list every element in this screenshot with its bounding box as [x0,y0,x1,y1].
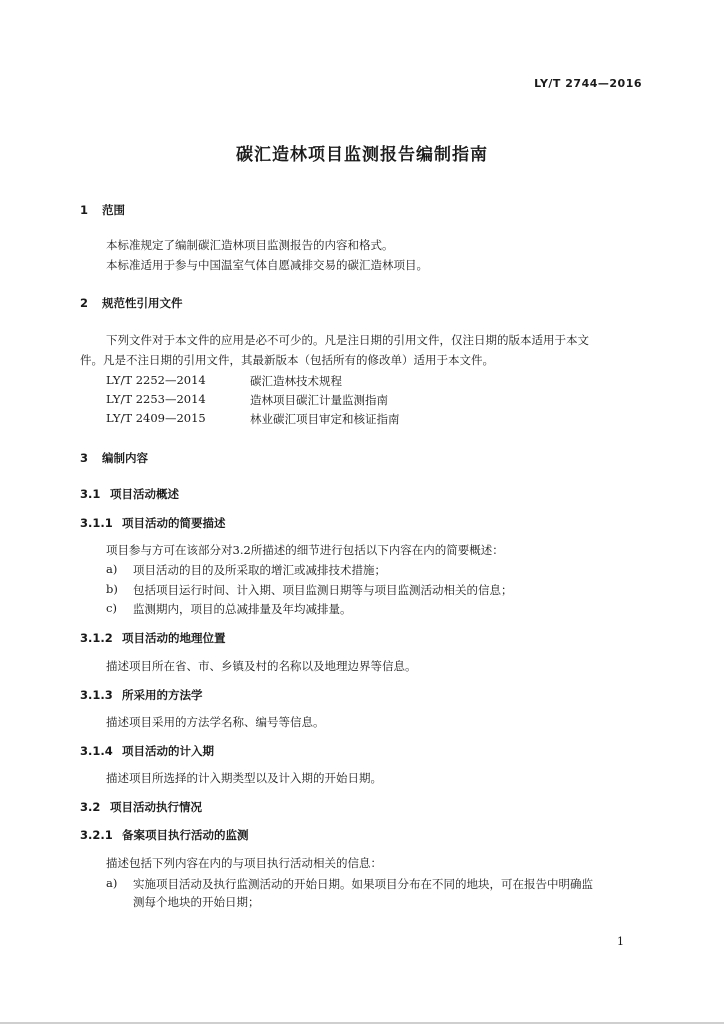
section-number: 3.1.4 [80,744,113,758]
section-title: 备案项目执行活动的监测 [122,828,249,842]
section-title: 编制内容 [102,451,148,465]
section-number: 3 [80,451,89,465]
list-item-continuation: 测每个地块的开始日期； [133,895,260,909]
reference-code: LY/T 2253—2014 [106,392,206,406]
section-number: 2 [80,296,89,310]
section-title: 项目活动的简要描述 [122,516,226,530]
reference-title: 碳汇造林技术规程 [250,374,342,388]
reference-code: LY/T 2409—2015 [106,411,206,425]
reference-code: LY/T 2252—2014 [106,373,206,387]
section-2-heading [80,295,183,311]
section-title: 项目活动概述 [110,487,179,501]
section-3-1-heading [80,486,179,502]
paragraph: 本标准适用于参与中国温室气体自愿减排交易的碳汇造林项目。 [106,258,428,272]
section-title: 规范性引用文件 [102,296,183,310]
section-3-heading [80,450,148,466]
section-3-1-2-heading [80,630,226,646]
reference-title: 林业碳汇项目审定和核证指南 [250,412,400,426]
document-title: 碳汇造林项目监测报告编制指南 [236,145,488,165]
paragraph: 本标准规定了编制碳汇造林项目监测报告的内容和格式。 [106,238,394,252]
list-marker: a) [106,876,118,890]
section-3-2-1-heading [80,827,249,843]
paragraph: 描述项目采用的方法学名称、编号等信息。 [106,715,325,729]
paragraph: 描述包括下列内容在内的与项目执行活动相关的信息： [106,856,382,870]
paragraph: 项目参与方可在该部分对3.2所描述的细节进行包括以下内容在内的简要概述： [106,543,504,557]
paragraph: 描述项目所在省、市、乡镇及村的名称以及地理边界等信息。 [106,659,417,673]
paragraph: 下列文件对于本文件的应用是必不可少的。凡是注日期的引用文件，仅注日期的版本适用于本文 [106,333,589,347]
section-title: 所采用的方法学 [122,688,203,702]
section-title: 项目活动的计入期 [122,744,214,758]
section-3-2-heading [80,799,202,815]
section-title: 项目活动执行情况 [110,800,202,814]
list-marker: b) [106,582,118,596]
paragraph: 描述项目所选择的计入期类型以及计入期的开始日期。 [106,771,382,785]
list-item: 实施项目活动及执行监测活动的开始日期。如果项目分布在不同的地块，可在报告中明确监 [133,877,593,891]
reference-title: 造林项目碳汇计量监测指南 [250,393,388,407]
list-item: 包括项目运行时间、计入期、项目监测日期等与项目监测活动相关的信息； [133,583,513,597]
page-number: 1 [617,935,624,948]
section-3-1-1-heading [80,515,226,531]
list-item: 监测期内，项目的总减排量及年均减排量。 [133,602,352,616]
section-number: 3.1.1 [80,516,113,530]
section-number: 3.2.1 [80,828,113,842]
section-title: 范围 [102,203,125,217]
section-1-heading [80,202,125,218]
section-3-1-3-heading [80,687,203,703]
section-3-1-4-heading [80,743,214,759]
list-item: 项目活动的目的及所采取的增汇或减排技术措施； [133,563,386,577]
section-number: 3.1.3 [80,688,113,702]
section-number: 1 [80,203,89,217]
list-marker: c) [106,601,117,615]
standard-code: LY/T 2744—2016 [534,77,642,90]
section-title: 项目活动的地理位置 [122,631,226,645]
list-marker: a) [106,562,118,576]
section-number: 3.1 [80,487,101,501]
paragraph-continuation: 件。凡是不注日期的引用文件，其最新版本（包括所有的修改单）适用于本文件。 [80,353,494,367]
section-number: 3.2 [80,800,101,814]
section-number: 3.1.2 [80,631,113,645]
